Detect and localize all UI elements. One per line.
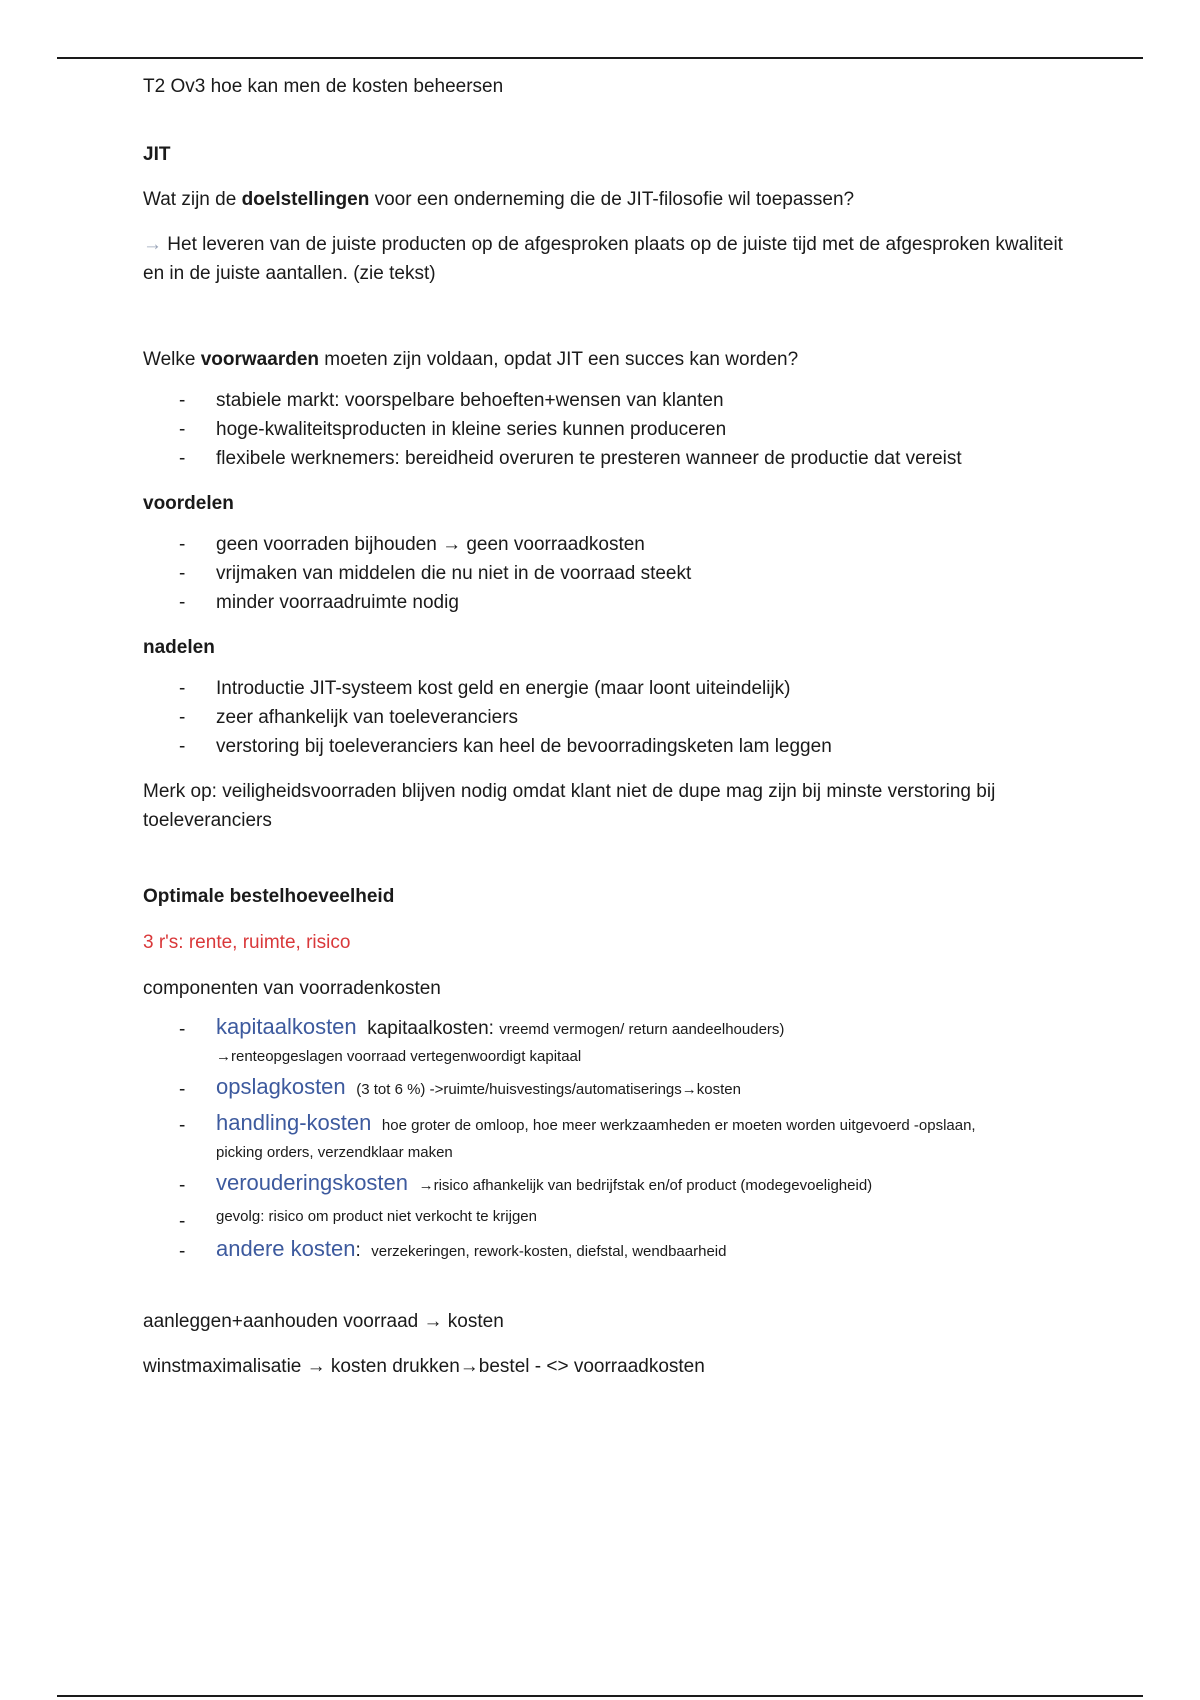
note-paragraph: Merk op: veiligheidsvoorraden blijven nodig omdat klant niet de dupe mag zijn bij minste verstoring bij toeleveranciers (143, 781, 996, 831)
footer-rule (57, 1695, 1143, 1697)
question-conditions-bold: voorwaarden (200, 349, 319, 370)
question-conditions-post: moeten zijn voldaan, opdat JIT een succes kan worden? (319, 349, 799, 370)
cost-mid: kapitaalkosten: (367, 1018, 494, 1039)
question-goals-post: voor een onderneming die de JIT-filosofie wil toepassen? (369, 189, 855, 210)
question-goals-bold: doelstellingen (241, 189, 370, 210)
jit-heading: JIT (143, 144, 171, 165)
list-item: - Introductie JIT-systeem kost geld en energie (maar loont uiteindelijk) (143, 674, 1063, 703)
cost-item-opslag (143, 1071, 1063, 1105)
cost-desc: vreemd vermogen/ return aandeelhouders) (499, 1021, 785, 1038)
answer-goals-text: Het leveren van de juiste producten op de afgesproken plaats op de juiste tijd met de afgesproken kwaliteit en in de juiste aantallen. (zie tekst) (143, 234, 1063, 284)
cost-item-gevolg (143, 1203, 1063, 1231)
document-title: T2 Ov3 hoe kan men de kosten beheersen (143, 76, 504, 97)
question-goals (143, 185, 1063, 214)
list-item: - geen voorraden bijhouden → geen voorraadkosten (143, 530, 1063, 559)
list-item: - flexibele werknemers: bereidheid overuren te presteren wanneer de productie dat vereist (143, 444, 1063, 473)
question-conditions (143, 345, 1063, 374)
cost-desc: →risico afhankelijk van bedrijfstak en/of product (modegevoeligheid) (418, 1177, 873, 1194)
cost-item-andere (143, 1233, 1063, 1267)
cost-term: handling-kosten (216, 1110, 372, 1135)
cost-term: verouderingskosten (216, 1170, 409, 1195)
advantages-list (143, 530, 1063, 617)
advantages-heading: voordelen (143, 493, 234, 514)
cost-cont: →renteopgeslagen voorraad vertegenwoordigt kapitaal (216, 1048, 582, 1065)
list-item: - minder voorraadruimte nodig (143, 588, 1063, 617)
list-item: - vrijmaken van middelen die nu niet in de voorraad steekt (143, 559, 1063, 588)
list-item: - zeer afhankelijk van toeleveranciers (143, 703, 1063, 732)
components-label: componenten van voorradenkosten (143, 978, 441, 999)
header-rule (57, 57, 1143, 59)
cost-desc: verzekeringen, rework-kosten, diefstal, wendbaarheid (371, 1243, 727, 1260)
list-item: - stabiele markt: voorspelbare behoeften+wensen van klanten (143, 386, 1063, 415)
eoq-heading: Optimale bestelhoeveelheid (143, 886, 395, 907)
arrow-icon: → (143, 234, 162, 255)
cost-desc: - gevolg: risico om product niet verkocht te krijgen (216, 1208, 537, 1225)
cost-desc: (3 tot 6 %) ->ruimte/huisvestings/automatiserings→kosten (356, 1081, 741, 1098)
cost-term: opslagkosten (216, 1074, 346, 1099)
question-conditions-pre: Welke (143, 349, 201, 370)
cost-item-handling (143, 1107, 1063, 1165)
cost-term: kapitaalkosten (216, 1014, 357, 1039)
profit-line: winstmaximalisatie → kosten drukken→bestel - <> voorraadkosten (143, 1356, 705, 1377)
answer-goals (143, 230, 1063, 288)
costs-list (143, 1011, 1063, 1267)
three-rs-line: 3 r's: rente, ruimte, risico (143, 932, 351, 953)
list-item: - verstoring bij toeleveranciers kan heel de bevoorradingsketen lam leggen (143, 732, 1063, 761)
list-item: - hoge-kwaliteitsproducten in kleine series kunnen produceren (143, 415, 1063, 444)
stock-cost-line: aanleggen+aanhouden voorraad → kosten (143, 1311, 504, 1332)
conditions-list (143, 386, 1063, 473)
disadvantages-list (143, 674, 1063, 761)
cost-mid: : (355, 1240, 361, 1261)
document-page (143, 72, 1063, 1381)
cost-item-veroudering (143, 1167, 1063, 1201)
cost-term: andere kosten (216, 1236, 356, 1261)
question-goals-pre: Wat zijn de (143, 189, 242, 210)
cost-desc: hoe groter de omloop, hoe meer werkzaamheden er moeten worden uitgevoerd -opslaan, (381, 1117, 976, 1134)
cost-item-kapitaal (143, 1011, 1063, 1069)
disadvantages-heading: nadelen (143, 637, 215, 658)
cost-cont: picking orders, verzendklaar maken (216, 1144, 453, 1161)
